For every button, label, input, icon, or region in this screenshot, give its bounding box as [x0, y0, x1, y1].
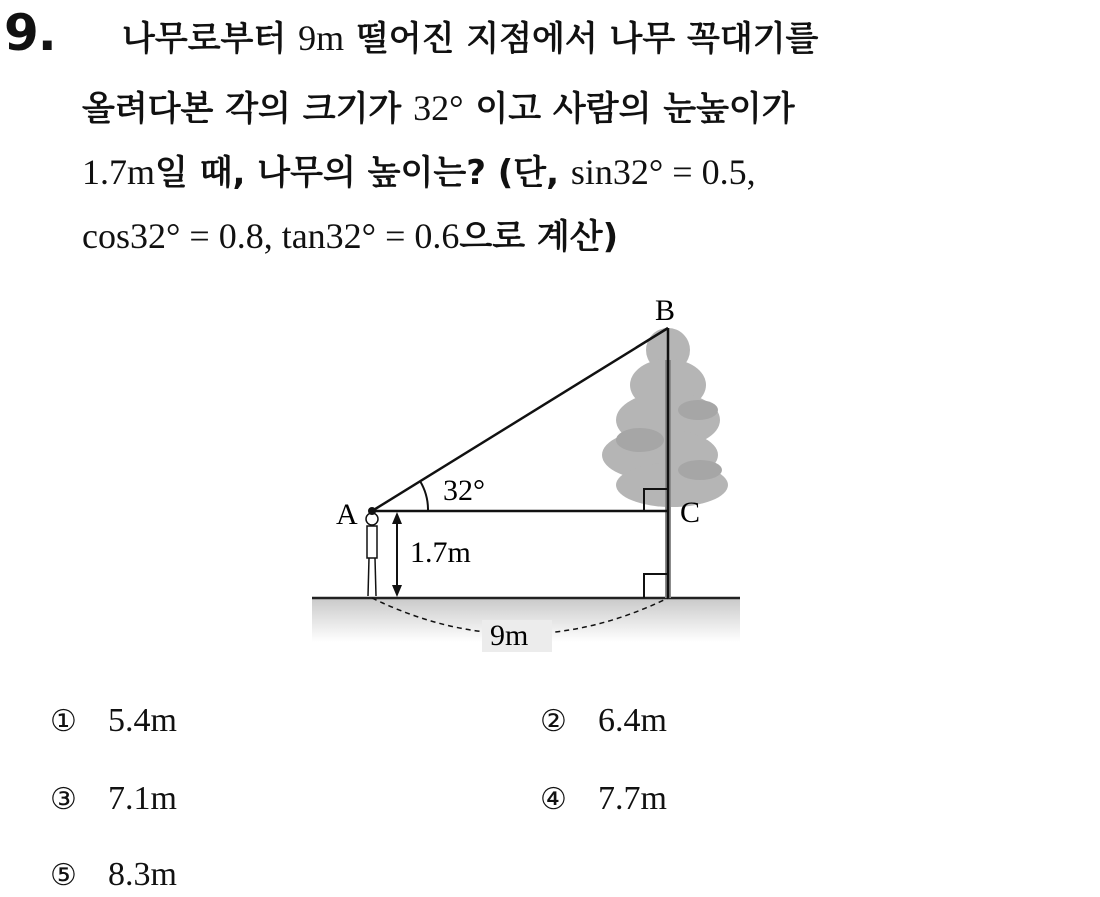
- question-line-4: [82, 212, 618, 262]
- height-arrow-top: [392, 512, 402, 524]
- choice-1[interactable]: [50, 702, 177, 740]
- question-angle: 32°: [413, 88, 464, 128]
- question-number: 9.: [4, 4, 56, 62]
- choice-4[interactable]: [540, 780, 667, 818]
- choice-value-2: 6.4m: [598, 702, 667, 739]
- label-distance: 9m: [490, 619, 529, 652]
- question-text-3b: 일 때, 나무의 높이는? (단,: [155, 153, 571, 193]
- height-arrow-bottom: [392, 585, 402, 597]
- label-point-c: C: [680, 496, 701, 529]
- choice-mark-5: ⑤: [50, 858, 77, 893]
- question-line-3: [82, 148, 756, 198]
- right-angle-mark-ground: [644, 574, 668, 598]
- choice-5[interactable]: [50, 856, 177, 894]
- question-text-2a: 올려다본 각의 크기가: [82, 89, 414, 129]
- choice-2[interactable]: [540, 702, 667, 740]
- question-cos-tan-values: cos32° = 0.8, tan32° = 0.6: [82, 216, 460, 256]
- choice-mark-1: ①: [50, 704, 77, 739]
- question-text-1a: 나무로부터: [122, 19, 299, 59]
- label-eye-height: 1.7m: [410, 536, 471, 569]
- choice-value-5: 8.3m: [108, 856, 177, 893]
- question-sin-value: sin32° = 0.5,: [570, 152, 756, 192]
- label-angle: 32°: [443, 474, 485, 507]
- question-line-1: [122, 14, 818, 64]
- person-icon: [366, 513, 378, 596]
- choice-mark-4: ④: [540, 782, 567, 817]
- question-eye-height: 1.7m: [82, 152, 156, 192]
- point-a-dot: [368, 507, 376, 515]
- choice-value-1: 5.4m: [108, 702, 177, 739]
- tree-icon: [602, 328, 728, 598]
- angle-arc: [420, 481, 428, 511]
- label-point-a: A: [336, 498, 358, 531]
- choice-value-3: 7.1m: [108, 780, 177, 817]
- question-distance: 9m: [298, 18, 345, 58]
- choice-mark-2: ②: [540, 704, 567, 739]
- choice-value-4: 7.7m: [598, 780, 667, 817]
- label-point-b: B: [655, 294, 676, 327]
- question-line-2: [82, 84, 795, 134]
- question-text-4b: 으로 계산): [459, 217, 619, 257]
- question-text-2c: 이고 사람의 눈높이가: [463, 89, 795, 129]
- choice-mark-3: ③: [50, 782, 77, 817]
- choice-3[interactable]: [50, 780, 177, 818]
- question-text-1c: 떨어진 지점에서 나무 꼭대기를: [344, 19, 819, 59]
- tree-height-diagram: [300, 290, 760, 660]
